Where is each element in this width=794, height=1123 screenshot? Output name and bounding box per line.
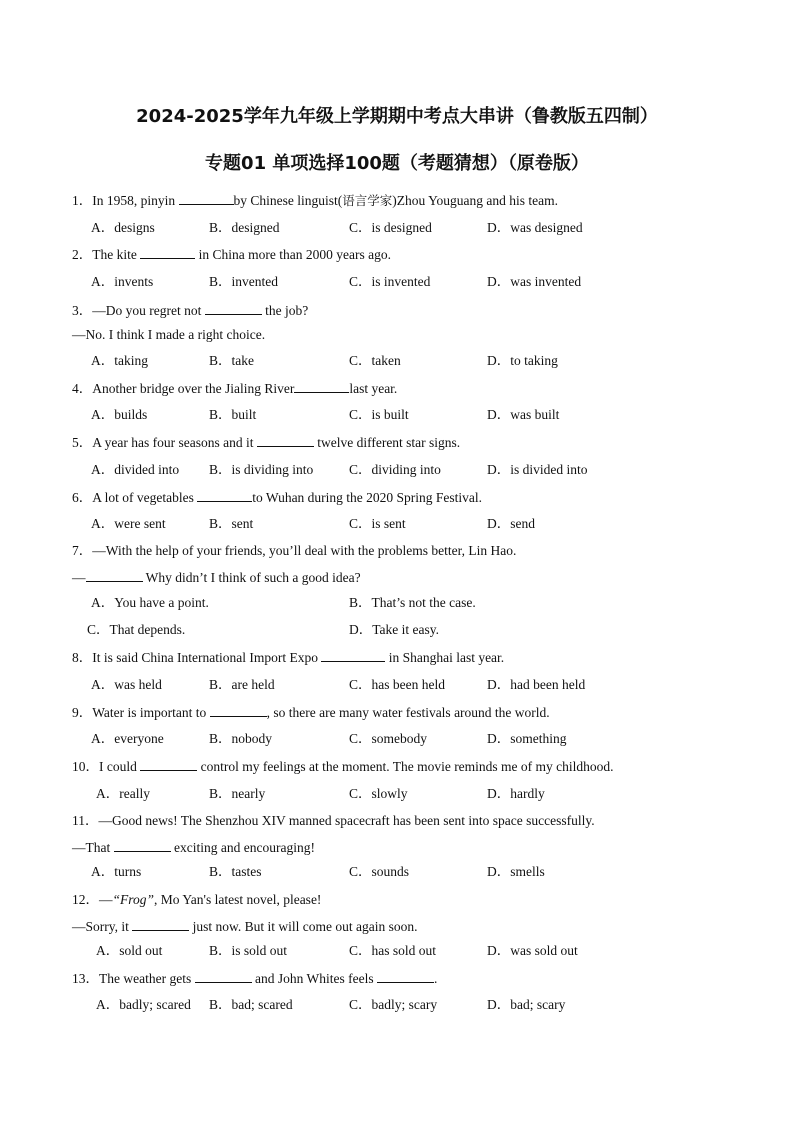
option-d: D．send [487, 516, 535, 531]
option-a: A．taking [91, 353, 148, 368]
option-d: D．something [487, 731, 567, 746]
document-subtitle: 专题01 单项选择100题（考题猜想）（原卷版） [205, 153, 589, 174]
option-d: D．Take it easy. [349, 622, 440, 637]
question-11-reply: —That exciting and encouraging! [72, 840, 315, 855]
option-c: C．somebody [349, 731, 428, 746]
option-a: A．really [96, 786, 150, 801]
option-c: C．sounds [349, 864, 410, 879]
option-a: A．were sent [91, 516, 166, 531]
answer-blank [210, 704, 267, 717]
option-c: C．is invented [349, 274, 431, 289]
option-d: D．hardly [487, 786, 545, 801]
option-b: B．sent [209, 516, 254, 531]
option-d: D．was built [487, 407, 560, 422]
option-c: C．is built [349, 407, 409, 422]
option-a: A．sold out [96, 943, 163, 958]
answer-blank [294, 380, 349, 393]
option-b: B．are held [209, 677, 275, 692]
option-a: A．badly; scared [96, 997, 191, 1012]
question-6: 6．A lot of vegetables to Wuhan during the 2020 Spring Festival. [72, 490, 483, 505]
option-d: D．smells [487, 864, 545, 879]
question-7-reply: — Why didn’t I think of such a good idea? [72, 570, 361, 585]
question-5: 5．A year has four seasons and it twelve different star signs. [72, 435, 461, 450]
answer-blank [140, 758, 197, 771]
option-d: D．was designed [487, 220, 583, 235]
answer-blank [197, 489, 252, 502]
question-7: 7．—With the help of your friends, you’ll deal with the problems better, Lin Hao. [72, 543, 517, 558]
question-2: 2．The kite in China more than 2000 years ago. [72, 247, 391, 262]
option-b: B．bad; scared [209, 997, 293, 1012]
answer-blank [205, 302, 262, 315]
answer-blank [257, 434, 314, 447]
question-12-reply: —Sorry, it just now. But it will come out again soon. [72, 919, 418, 934]
option-c: C．dividing into [349, 462, 441, 477]
question-8: 8．It is said China International Import Expo in Shanghai last year. [72, 650, 505, 665]
option-c: C．is designed [349, 220, 432, 235]
option-c: C．has sold out [349, 943, 437, 958]
option-d: D．had been held [487, 677, 586, 692]
option-d: D．was invented [487, 274, 582, 289]
option-b: B．is sold out [209, 943, 288, 958]
option-b: B．nearly [209, 786, 266, 801]
option-b: B．designed [209, 220, 280, 235]
answer-blank [132, 918, 189, 931]
document-title: 2024-2025学年九年级上学期期中考点大串讲（鲁教版五四制） [136, 106, 658, 127]
option-b: B．is dividing into [209, 462, 314, 477]
question-4: 4．Another bridge over the Jialing River last year. [72, 381, 398, 396]
question-11: 11．—Good news! The Shenzhou XIV manned spacecraft has been sent into space successfully. [72, 813, 595, 828]
option-c: C．is sent [349, 516, 406, 531]
answer-blank [140, 246, 195, 259]
option-a: A．turns [91, 864, 142, 879]
option-c: C．has been held [349, 677, 445, 692]
question-3-reply: —No. I think I made a right choice. [72, 327, 266, 342]
option-a: A．designs [91, 220, 155, 235]
option-a: A．everyone [91, 731, 164, 746]
option-d: D．bad; scary [487, 997, 566, 1012]
option-d: D．was sold out [487, 943, 578, 958]
question-1: 1．In 1958, pinyin by Chinese linguist(语言学家)Zhou Youguang and his team. [72, 193, 559, 208]
question-10: 10．I could control my feelings at the moment. The movie reminds me of my childhood. [72, 759, 614, 774]
answer-blank [195, 970, 252, 983]
question-9: 9．Water is important to , so there are many water festivals around the world. [72, 705, 550, 720]
answer-blank [114, 839, 171, 852]
option-b: B．take [209, 353, 254, 368]
option-a: A．invents [91, 274, 154, 289]
option-a: A．was held [91, 677, 162, 692]
question-13: 13．The weather gets and John Whites feels . [72, 971, 438, 986]
answer-blank [321, 649, 385, 662]
option-a: A．builds [91, 407, 148, 422]
answer-blank [179, 192, 234, 205]
option-b: B．built [209, 407, 257, 422]
answer-blank [377, 970, 434, 983]
option-b: B．tastes [209, 864, 262, 879]
option-c: C．slowly [349, 786, 408, 801]
question-3: 3．—Do you regret not the job? [72, 303, 309, 318]
option-a: A．You have a point. [91, 595, 209, 610]
option-c: C．badly; scary [349, 997, 438, 1012]
question-12: 12．—“Frog”, Mo Yan's latest novel, please! [72, 892, 322, 907]
option-b: B．That’s not the case. [349, 595, 476, 610]
option-b: B．invented [209, 274, 278, 289]
answer-blank [86, 569, 143, 582]
option-b: B．nobody [209, 731, 273, 746]
option-a: A．divided into [91, 462, 180, 477]
option-d: D．is divided into [487, 462, 588, 477]
option-c: C．That depends. [87, 622, 186, 637]
option-d: D．to taking [487, 353, 558, 368]
option-c: C．taken [349, 353, 401, 368]
